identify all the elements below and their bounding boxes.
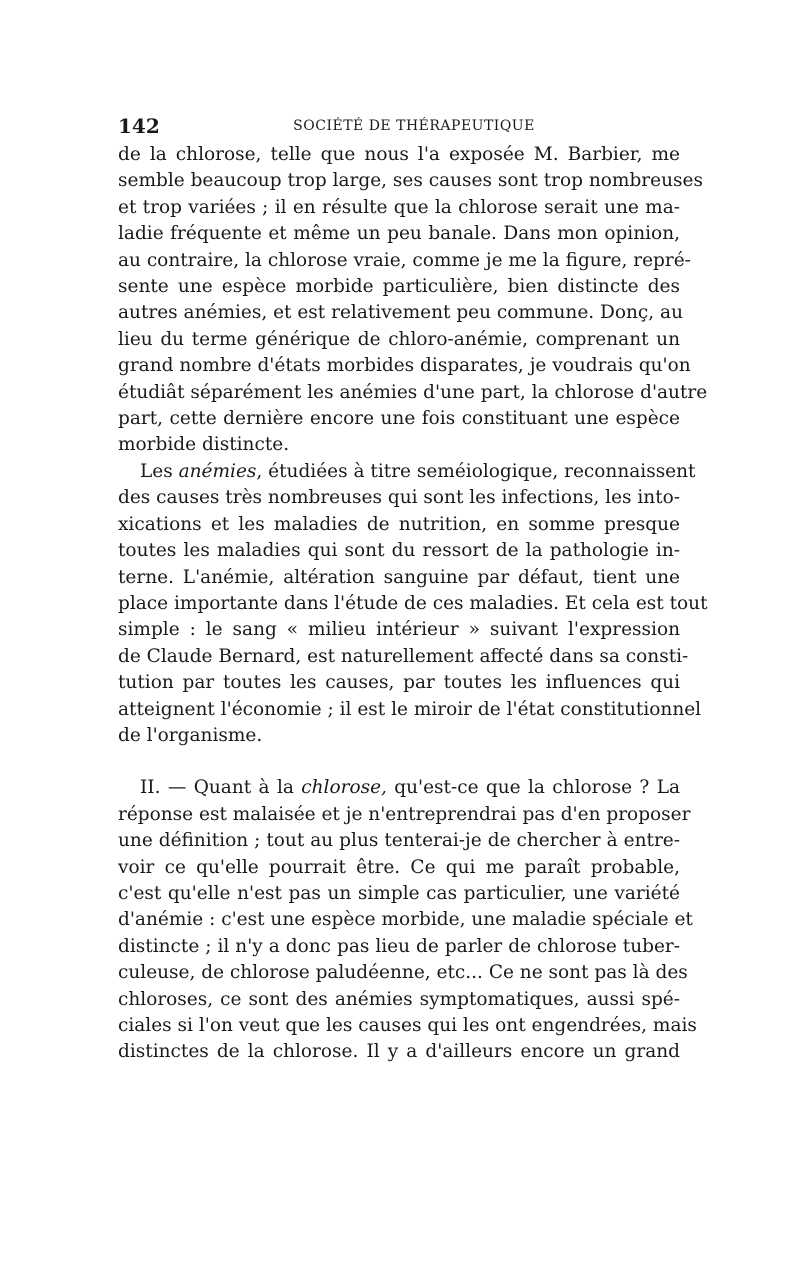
text-line: atteignent l'économie ; il est le miroir de l'état constitutionnel <box>118 698 702 720</box>
text-line: au contraire, la chlorose vraie, comme je me la figure, repré- <box>118 249 691 271</box>
text-line: distincte ; il n'y a donc pas lieu de parler de chlorose tuber- <box>118 935 680 957</box>
text-line: semble beaucoup trop large, ses causes sont trop nombreuses <box>118 170 703 192</box>
text-line: ciales si l'on veut que les causes qui les ont engendrées, mais <box>118 1015 697 1036</box>
italic-term: anémies <box>178 460 257 482</box>
text-line: d'anémie : c'est une espèce morbide, une maladie spéciale et <box>118 909 693 931</box>
text-line: part, cette dernière encore une fois constituant une espèce <box>118 408 680 430</box>
text-line: voir ce qu'elle pourrait être. Ce qui me paraît probable, <box>118 856 680 878</box>
text-line: de la chlorose, telle que nous l'a exposée M. Barbier, me <box>118 144 680 165</box>
text-line: tution par toutes les causes, par toutes les influences qui <box>118 672 680 694</box>
paragraph-3 <box>118 775 697 1065</box>
text-line: et trop variées ; il en résulte que la chlorose serait une ma- <box>118 196 680 218</box>
italic-term: chlorose, <box>301 777 387 799</box>
page-number: 142 <box>118 114 160 138</box>
text-line: réponse est malaisée et je n'entreprendrai pas d'en proposer <box>118 803 691 825</box>
text-run: Les <box>140 460 179 482</box>
text-run: , étudiées à titre seméiologique, reconnaissent <box>256 460 696 482</box>
text-line: c'est qu'elle n'est pas un simple cas particulier, une variété <box>118 882 680 904</box>
text-line-first <box>118 775 680 801</box>
text-line: distinctes de la chlorose. Il y a d'ailleurs encore un grand <box>118 1041 680 1063</box>
header-title: SOCIÉTÉ DE THÉRAPEUTIQUE <box>293 118 535 134</box>
text-line: de l'organisme. <box>118 724 263 746</box>
text-line: des causes très nombreuses qui sont les infections, les into- <box>118 487 681 509</box>
text-line: de Claude Bernard, est naturellement affecté dans sa consti- <box>118 645 689 667</box>
text-line: simple : le sang « milieu intérieur » suivant l'expression <box>118 619 680 641</box>
text-line: toutes les maladies qui sont du ressort de la pathologie in- <box>118 540 680 562</box>
running-head <box>118 112 680 142</box>
text-line: étudiât séparément les anémies d'une part, la chlorose d'autre <box>118 381 708 403</box>
text-line-first <box>118 459 696 485</box>
text-line: grand nombre d'états morbides disparates, je voudrais qu'on <box>118 355 691 377</box>
text-line: terne. L'anémie, altération sanguine par défaut, tient une <box>118 566 680 588</box>
text-line: chloroses, ce sont des anémies symptomatiques, aussi spé- <box>118 988 680 1010</box>
document-page <box>118 112 708 1066</box>
text-line: ladie fréquente et même un peu banale. Dans mon opinion, <box>118 223 680 245</box>
paragraph-1 <box>118 142 708 459</box>
text-line: autres anémies, et est relativement peu commune. Donç, au <box>118 302 683 324</box>
text-line: sente une espèce morbide particulière, bien distincte des <box>118 276 680 298</box>
text-line: une définition ; tout au plus tenterai-je de chercher à entre- <box>118 830 680 852</box>
text-run: II. — Quant à la <box>140 777 302 799</box>
text-run: qu'est-ce que la chlorose ? La <box>386 777 681 799</box>
text-line: morbide distincte. <box>118 434 290 456</box>
text-line: culeuse, de chlorose paludéenne, etc... Ce ne sont pas là des <box>118 962 688 984</box>
text-line: lieu du terme générique de chloro-anémie, comprenant un <box>118 328 680 350</box>
paragraph-2 <box>118 459 708 749</box>
text-line: xications et les maladies de nutrition, en somme presque <box>118 513 680 535</box>
text-line: place importante dans l'étude de ces maladies. Et cela est tout <box>118 592 708 614</box>
